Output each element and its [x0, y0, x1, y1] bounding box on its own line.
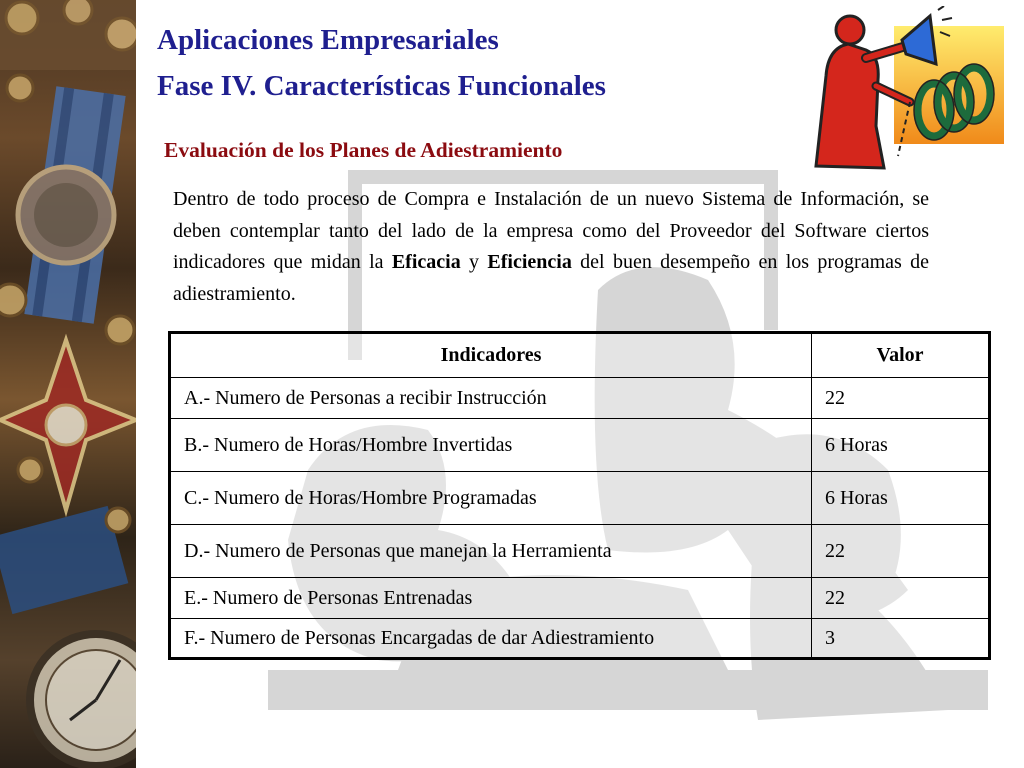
header-indicadores: Indicadores [170, 333, 812, 378]
value-cell: 22 [812, 525, 990, 578]
indicator-cell: B.- Numero de Horas/Hombre Invertidas [170, 419, 812, 472]
indicators-table [168, 331, 991, 660]
section-heading: Evaluación de los Planes de Adiestramiento [164, 138, 563, 162]
keyword-eficiencia: Eficiencia [487, 251, 572, 273]
table-row [170, 472, 990, 525]
medals-decoration [0, 0, 136, 768]
intro-paragraph: Dentro de todo proceso de Compra e Instalación de un nuevo Sistema de Información, se deben contemplar tanto del lado de la empresa como del Proveedor del Software ciertos indicadores que midan la Eficacia y Eficiencia del buen desempeño en los programas de adiestramiento. [173, 188, 929, 305]
table-row [170, 419, 990, 472]
value-cell: 22 [812, 578, 990, 619]
indicator-cell: E.- Numero de Personas Entrenadas [170, 578, 812, 619]
indicator-cell: D.- Numero de Personas que manejan la Herramienta [170, 525, 812, 578]
indicator-cell: A.- Numero de Personas a recibir Instrucción [170, 378, 812, 419]
table-row [170, 619, 990, 659]
value-cell: 6 Horas [812, 472, 990, 525]
indicator-cell: C.- Numero de Horas/Hombre Programadas [170, 472, 812, 525]
value-cell: 6 Horas [812, 419, 990, 472]
value-cell: 22 [812, 378, 990, 419]
presenter-megaphone-icon [806, 6, 1006, 176]
keyword-eficacia: Eficacia [391, 251, 461, 273]
header-valor: Valor [812, 333, 990, 378]
value-cell: 3 [812, 619, 990, 659]
table-row [170, 578, 990, 619]
table-row [170, 378, 990, 419]
page-subtitle-phase: Fase IV. Características Funcionales [157, 70, 606, 102]
page-title: Aplicaciones Empresariales [157, 24, 499, 56]
table-row [170, 525, 990, 578]
table-header-row [170, 333, 990, 378]
indicator-cell: F.- Numero de Personas Encargadas de dar Adiestramiento [170, 619, 812, 659]
